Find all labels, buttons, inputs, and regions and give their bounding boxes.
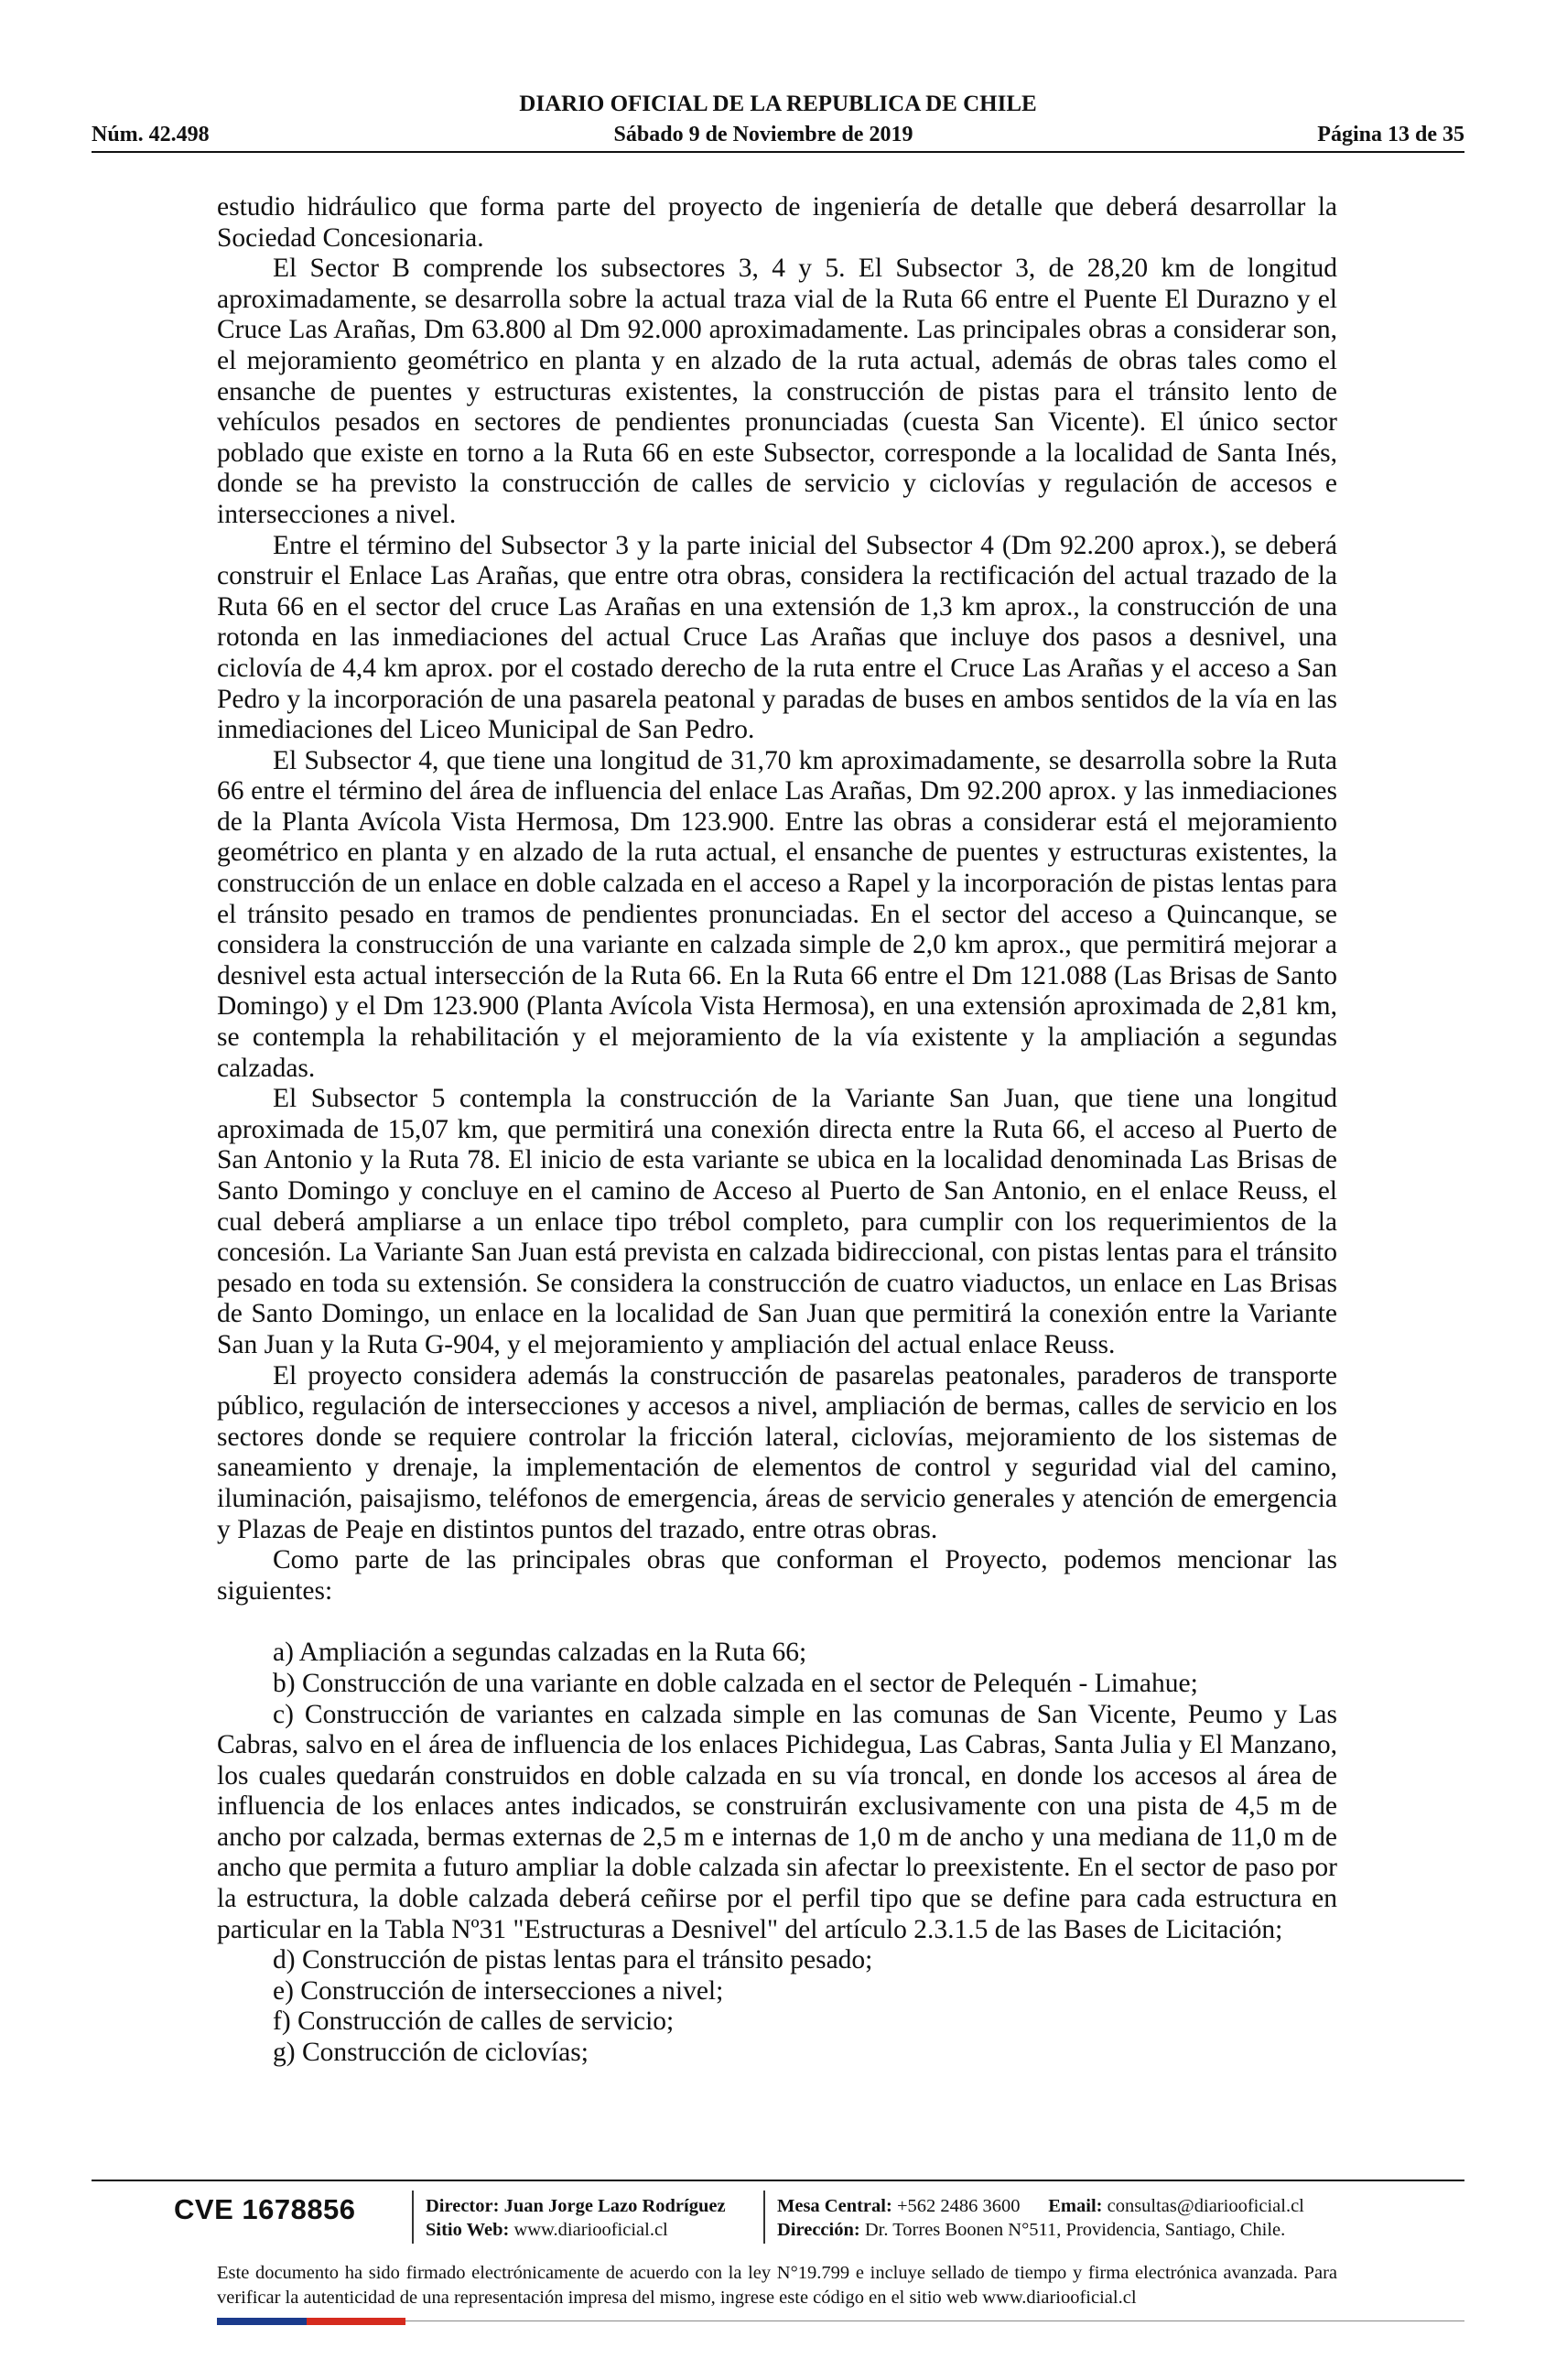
legal-notice: Este documento ha sido firmado electrónicamente de acuerdo con la ley N°19.799 e incluye sellado de tiempo y firma electrónica avanzada. Para verificar la autenticidad de una representación impresa del mismo, ingrese este código en el sitio web www.diariooficial.cl (217, 2263, 1337, 2308)
footer-contact-block (777, 2194, 1304, 2242)
flag-blue-segment (217, 2318, 307, 2325)
website-link[interactable]: www.diariooficial.cl (513, 2220, 668, 2240)
issue-number: Núm. 42.498 (92, 122, 210, 146)
spacer (217, 1606, 1337, 1638)
paragraph: estudio hidráulico que forma parte del proyecto de ingeniería de detalle que deberá desarrollar la Sociedad Concesionaria. (217, 192, 1337, 253)
address-label: Dirección: (777, 2220, 860, 2240)
email-label: Email: (1048, 2196, 1103, 2216)
paragraph: El Subsector 5 contempla la construcción de la Variante San Juan, que tiene una longitud aproximada de 15,07 km, que permitirá una conexión directa entre la Ruta 66, el acceso al Puerto de San Antonio y la Ruta 78. El inicio de esta variante se ubica en la localidad denominada Las Brisas de Santo Domingo y concluye en el camino de Acceso al Puerto de San Antonio, en el enlace Reuss, el cual deberá ampliarse a un enlace tipo trébol completo, para cumplir con los requerimientos de la concesión. La Variante San Juan está prevista en calzada bidireccional, con pistas lentas para el tránsito pesado en toda su extensión. Se considera la construcción de cuatro viaductos, un enlace en Las Brisas de Santo Domingo, un enlace en la localidad de San Juan que permitirá la conexión entre la Variante San Juan y la Ruta G-904, y el mejoramiento y ampliación del actual enlace Reuss. (217, 1084, 1337, 1359)
newspaper-title: DIARIO OFICIAL DE LA REPUBLICA DE CHILE (519, 92, 1037, 116)
director-name: Juan Jorge Lazo Rodríguez (503, 2196, 726, 2216)
list-item: e) Construcción de intersecciones a nivel; (273, 1975, 724, 2006)
footer-bottom-line (405, 2320, 1464, 2321)
page-number: Página 13 de 35 (1317, 122, 1464, 146)
list-item: d) Construcción de pistas lentas para el tránsito pesado; (273, 1945, 873, 1975)
footer-separator (412, 2191, 414, 2244)
phone-value: +562 2486 3600 (896, 2196, 1021, 2216)
address-value: Dr. Torres Boonen N°511, Providencia, Santiago, Chile. (864, 2220, 1286, 2240)
email-link[interactable]: consultas@diariooficial.cl (1107, 2196, 1304, 2216)
paragraph: El proyecto considera además la construcción de pasarelas peatonales, paraderos de transporte público, regulación de intersecciones y accesos a nivel, ampliación de bermas, calles de servicio en los sectores donde se requiere controlar la fricción lateral, ciclovías, mejoramiento de los sistemas de saneamiento y drenaje, la implementación de elementos de control y seguridad vial del camino, iluminación, paisajismo, teléfonos de emergencia, áreas de servicio generales y atención de emergencia y Plazas de Peaje en distintos puntos del trazado, entre otras obras. (217, 1360, 1337, 1544)
paragraph: El Sector B comprende los subsectores 3, 4 y 5. El Subsector 3, de 28,20 km de longitud aproximadamente, se desarrolla sobre la actual traza vial de la Ruta 66 entre el Puente El Durazno y el Cruce Las Arañas, Dm 63.800 al Dm 92.000 aproximadamente. Las principales obras a considerar son, el mejoramiento geométrico en planta y en alzado de la ruta actual, además de obras tales como el ensanche de puentes y estructuras existentes, la construcción de pistas para el tránsito lento de vehículos pesados en sectores de pendientes pronunciadas (cuesta San Vicente). El único sector poblado que existe en torno a la Ruta 66 en este Subsector, corresponde a la localidad de Santa Inés, donde se ha previsto la construcción de calles de servicio y ciclovías y regulación de accesos e intersecciones a nivel. (217, 254, 1337, 529)
flag-red-segment (307, 2318, 405, 2325)
paragraph: Como parte de las principales obras que conforman el Proyecto, podemos mencionar las siguientes: (217, 1545, 1337, 1606)
list-item: f) Construcción de calles de servicio; (273, 2007, 675, 2037)
header-row (92, 119, 1464, 150)
list-item: c) Construcción de variantes en calzada simple en las comunas de San Vicente, Peumo y Las Cabras, salvo en el área de influencia de los enlaces Pichidegua, Las Cabras, Santa Julia y El Manzano, los cuales quedarán construidos en doble calzada en su vía troncal, en donde los accesos al área de influencia de los enlaces antes indicados, se construirán exclusivamente con una pista de 4,5 m de ancho por calzada, bermas externas de 2,5 m e internas de 1,0 m de ancho y una mediana de 11,0 m de ancho que permita a futuro ampliar la doble calzada sin afectar lo preexistente. En el sector de paso por la estructura, la doble calzada deberá ceñirse por el perfil tipo que se define para cada estructura en particular en la Tabla Nº31 "Estructuras a Desnivel" del artículo 2.3.1.5 de las Bases de Licitación; (217, 1699, 1337, 1944)
list-item: g) Construcción de ciclovías; (273, 2038, 589, 2068)
article-body (217, 192, 1337, 2069)
footer-divider (92, 2180, 1464, 2181)
footer-separator (763, 2191, 765, 2244)
list-item: a) Ampliación a segundas calzadas en la Ruta 66; (273, 1638, 807, 1668)
paragraph: El Subsector 4, que tiene una longitud de 31,70 km aproximadamente, se desarrolla sobre la Ruta 66 entre el término del área de influencia del enlace Las Arañas, Dm 92.200 aprox. y las inmediaciones de la Planta Avícola Vista Hermosa, Dm 123.900. Entre las obras a considerar está el mejoramiento geométrico en planta y en alzado de la ruta actual, el ensanche de puentes y estructuras existentes, la construcción de un enlace en doble calzada en el acceso a Rapel y la incorporación de pistas lentas para el tránsito pesado en tramos de pendientes pronunciadas. En el sector del acceso a Quincanque, se considera la construcción de una variante en calzada simple de 2,0 km aprox., que permitirá mejorar a desnivel esta actual intersección de la Ruta 66. En la Ruta 66 entre el Dm 121.088 (Las Brisas de Santo Domingo) y el Dm 123.900 (Planta Avícola Vista Hermosa), en una extensión aproximada de 2,81 km, se contempla la rehabilitación y el mejoramiento de la vía existente y la ampliación a segundas calzadas. (217, 745, 1337, 1083)
list-item: b) Construcción de una variante en doble calzada en el sector de Pelequén - Limahue; (273, 1668, 1198, 1698)
issue-date: Sábado 9 de Noviembre de 2019 (613, 122, 913, 146)
footer-director-block (426, 2194, 726, 2242)
phone-label: Mesa Central: (777, 2196, 892, 2216)
cve-code: CVE 1678856 (174, 2193, 356, 2225)
header-divider (92, 151, 1464, 153)
paragraph: Entre el término del Subsector 3 y la parte inicial del Subsector 4 (Dm 92.200 aprox.), se deberá construir el Enlace Las Arañas, que entre otra obras, considera la rectificación del actual trazado de la Ruta 66 en el sector del cruce Las Arañas en una extensión de 1,3 km aprox., la construcción de una rotonda en las inmediaciones del actual Cruce Las Arañas que incluye dos pasos a desnivel, una ciclovía de 4,4 km aprox. por el costado derecho de la ruta entre el Cruce Las Arañas y el acceso a San Pedro y la incorporación de una pasarela peatonal y paradas de buses en ambos sentidos de la vía en las inmediaciones del Liceo Municipal de San Pedro. (217, 530, 1337, 745)
website-label: Sitio Web: (426, 2220, 510, 2240)
chile-flag-bar (217, 2318, 405, 2325)
director-label: Director: (426, 2196, 500, 2216)
